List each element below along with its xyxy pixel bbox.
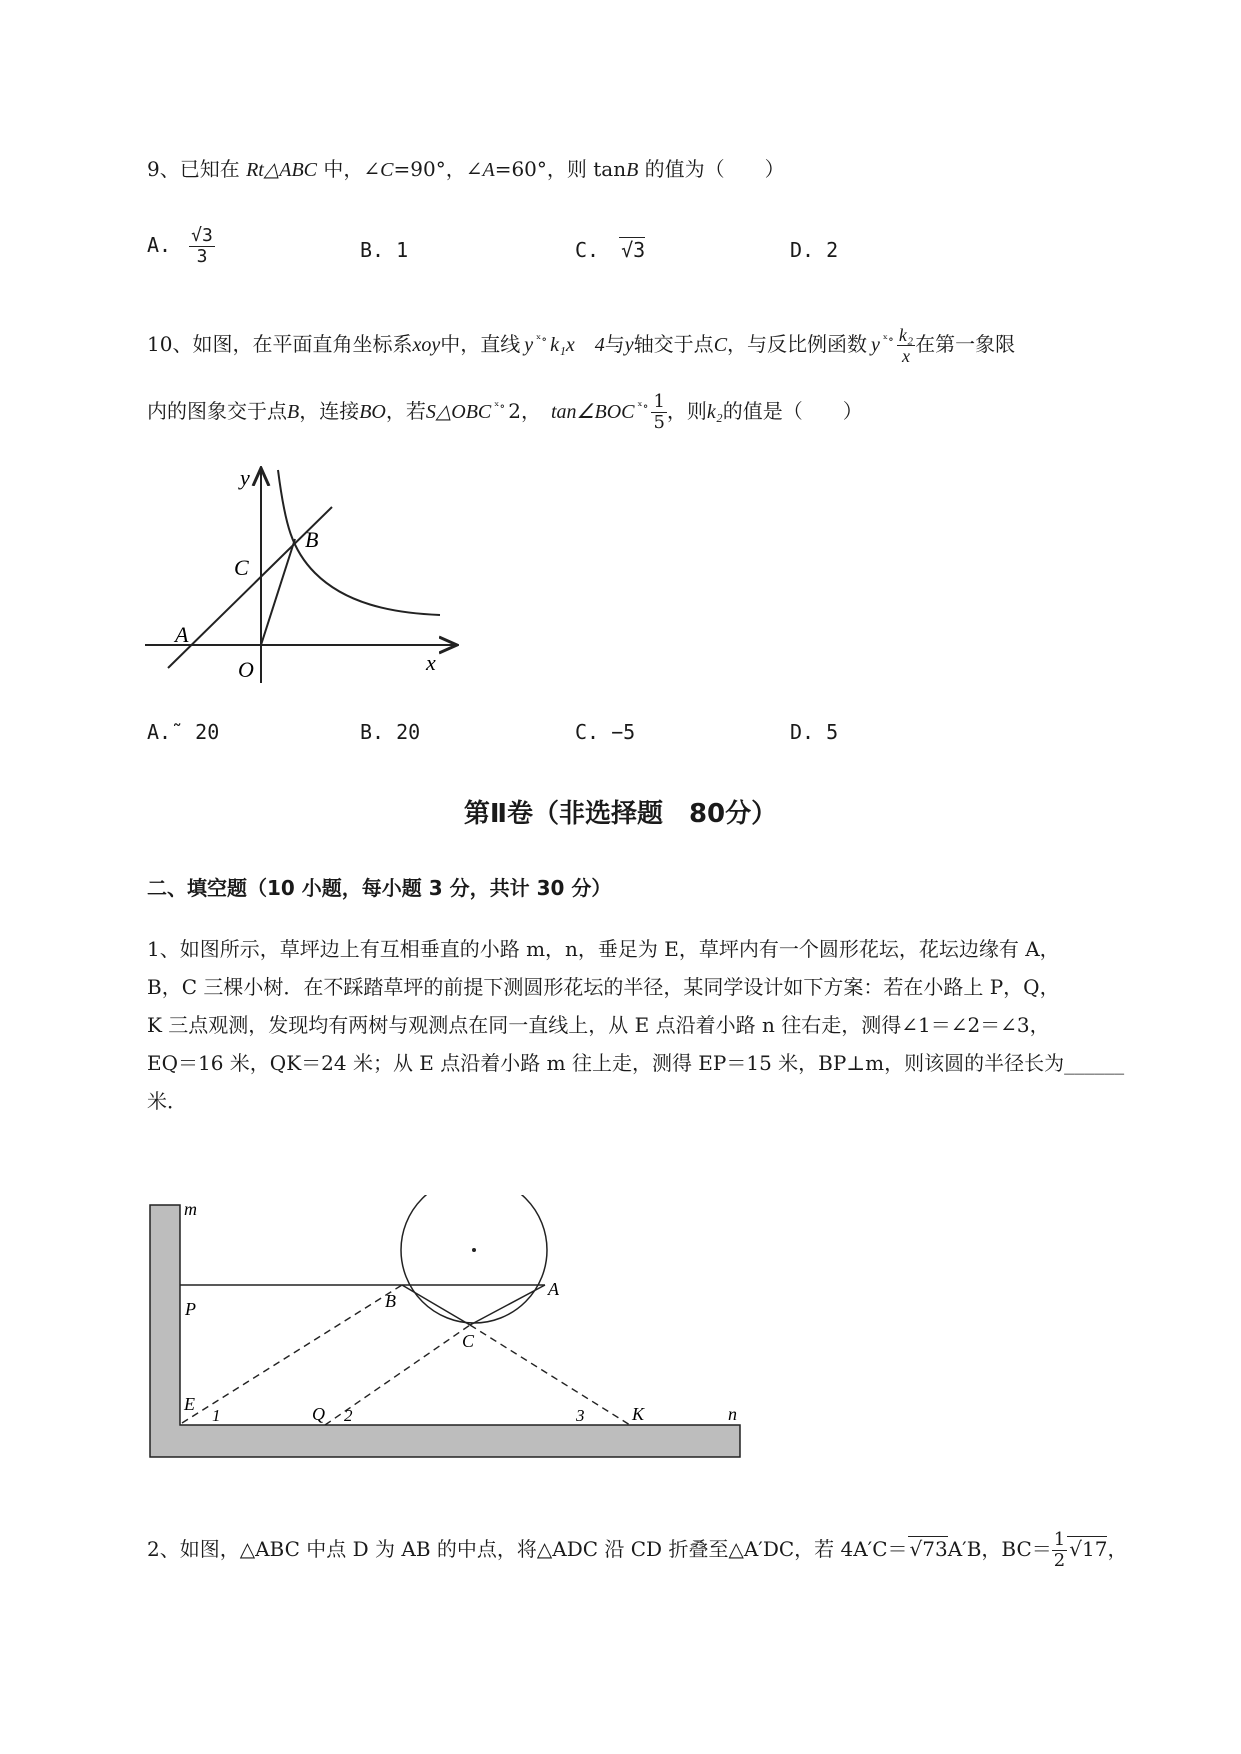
label-x: x (426, 650, 436, 675)
circle-center (472, 1248, 476, 1252)
q10-area-symbol: S△OBC (425, 401, 492, 423)
fill2-fraction (1052, 1530, 1067, 1571)
q10-line-expr: k₁x 4 (550, 334, 605, 356)
fill2-text-part: A′B，BC＝ (947, 1537, 1052, 1561)
q9-triangle: Rt△ABC (246, 159, 318, 181)
lawn-path-shape (150, 1205, 740, 1457)
q10-text: ，与反比例函数 (727, 332, 868, 356)
q10-segment-bo: BO (359, 401, 386, 423)
angle-1: 1 (212, 1406, 221, 1425)
q10-option-c: C. −5 (575, 720, 636, 744)
sqrt-17: √17 (1069, 1537, 1108, 1561)
fraction-denominator: 2 (1053, 1550, 1066, 1571)
q10-text: ，连接 (299, 399, 360, 423)
q10-fraction-1-5 (651, 392, 666, 433)
q10-text: 内的图象交于点 (147, 399, 287, 423)
fraction-numerator: k₂ (898, 325, 914, 345)
fraction-numerator: 1 (1053, 1529, 1066, 1550)
label-p: P (185, 1299, 196, 1319)
label-n: n (728, 1404, 737, 1424)
q10-tan-boc: tan∠BOC (550, 401, 635, 423)
label-a: A (548, 1279, 559, 1299)
q10-graph (140, 455, 470, 695)
q9-option-b: B. 1 (360, 238, 409, 262)
q9-option-d: D. 2 (790, 238, 839, 262)
label-o: O (238, 657, 254, 682)
fraction-denominator: 3 (196, 246, 208, 267)
q10-text: 的值是（ ） (722, 399, 863, 423)
hyperbola (278, 470, 440, 615)
q9-option-c (575, 238, 645, 262)
label-m: m (184, 1199, 197, 1219)
chord-bc (402, 1285, 470, 1325)
fill1-line: EQ＝16 米，QK＝24 米；从 E 点沿着小路 m 往上走，测得 EP＝15 米，BP⊥m，则该圆的半径长为______ (147, 1051, 1125, 1075)
q10-option-d: D. 5 (790, 720, 839, 744)
label-q: Q (312, 1404, 325, 1424)
segment-bo (261, 539, 295, 645)
fraction-numerator: √3 (191, 225, 213, 246)
q9-option-c-value: √3 (621, 238, 646, 262)
section-title: 第Ⅱ卷（非选择题 80分） (463, 799, 778, 829)
label-b: B (305, 527, 319, 552)
q9-text: 的值为（ ） (638, 157, 785, 181)
fraction-numerator: 1 (653, 391, 665, 412)
q9-text: 9、已知在 (147, 157, 247, 181)
fill1-line: 米． (147, 1089, 187, 1113)
fill1-text (147, 930, 1167, 1120)
q10-var-y: y (871, 334, 880, 356)
part-heading: 二、填空题（10 小题，每小题 3 分，共计 30 分） (147, 876, 612, 900)
dash-eb (182, 1285, 402, 1423)
q10-option-a: A.˜ 20 (147, 720, 220, 744)
q9-option-a-fraction (189, 226, 215, 267)
label-c: C (234, 555, 249, 580)
label-c: C (462, 1331, 475, 1351)
q9-option-a (147, 226, 215, 267)
q10-point-b: B (287, 401, 300, 423)
q10-point-c: C (713, 334, 728, 356)
q10-option-b: B. 20 (360, 720, 421, 744)
q10-stem-line1: 10、如图，在平面直角坐标系xoy中，直线 y $^{ˣ\circ}$ k₁x 4与y轴交于点C，与反比例函数 y $^{ˣ\circ}$ $\frac{\text{k₂}}{x}$ 在第一象限 (147, 325, 1016, 366)
chord-ac (470, 1285, 545, 1325)
sqrt-73: √73 (909, 1537, 948, 1561)
label-a: A (175, 622, 189, 647)
q10-text: 与 (604, 332, 625, 356)
q10-text: ，则 (666, 399, 707, 423)
fill1-diagram (140, 1195, 760, 1475)
q9-angle-c: C (380, 159, 394, 181)
q10-var-y: y (624, 334, 634, 356)
fill2-text (147, 1530, 1127, 1571)
label-e: E (184, 1394, 195, 1414)
q10-k2: k₂ (706, 401, 723, 423)
fraction-denominator: x (902, 346, 911, 366)
option-label: A. (147, 233, 172, 257)
fill1-line: 1、如图所示，草坪边上有互相垂直的小路 m，n，垂足为 E，草坪内有一个圆形花坛，花坛边缘有 A， (147, 937, 1060, 961)
q9-stem (147, 155, 785, 184)
label-b: B (385, 1291, 396, 1311)
q9-text: =90°，∠ (393, 157, 483, 181)
q10-fraction-k2-x (897, 325, 915, 366)
label-k: K (632, 1404, 645, 1424)
q10-text: ，若 (385, 399, 426, 423)
fill1-line: B，C 三棵小树．在不踩踏草坪的前提下测圆形花坛的半径，某同学设计如下方案：若在小路上 P，Q， (147, 975, 1060, 999)
option-label: C. (575, 238, 600, 262)
q10-text: 在第一象限 (915, 332, 1016, 356)
q9-angle-a: A (482, 159, 495, 181)
dash-ck (470, 1325, 630, 1425)
fill2-text-part: ， (1107, 1537, 1128, 1561)
q9-text: 中，∠ (317, 157, 381, 181)
fill1-line: K 三点观测，发现均有两树与观测点在同一直线上，从 E 点沿着小路 n 往右走，测得∠1＝∠2＝∠3， (147, 1013, 1050, 1037)
angle-2: 2 (344, 1406, 353, 1425)
fraction-denominator: 5 (653, 412, 665, 433)
q10-var-y: y (524, 334, 534, 356)
q9-angle-b: B (626, 159, 639, 181)
q10-stem-line2: 内的图象交于点B，连接BO，若S△OBC $^{ˣ\circ}$ 2， tan∠BOC $^{ˣ\circ}$ $\frac{1}{5}$ ，则k₂的值是（ ） (147, 391, 863, 433)
flower-bed-circle (401, 1195, 547, 1323)
q10-text: 中，直线 (440, 332, 521, 356)
q10-text: 10、如图，在平面直角坐标系 (147, 332, 413, 356)
q10-coord-system: xoy (412, 334, 441, 356)
q10-text: 轴交于点 (633, 332, 714, 356)
fill2-text-part: 2、如图，△ABC 中点 D 为 AB 的中点，将△ADC 沿 CD 折叠至△A′DC，若 4A′C＝ (147, 1537, 908, 1561)
angle-3: 3 (576, 1406, 585, 1425)
q9-text: =60°，则 tan (494, 157, 627, 181)
label-y: y (240, 465, 250, 490)
q10-area-value: 2， (508, 399, 541, 423)
